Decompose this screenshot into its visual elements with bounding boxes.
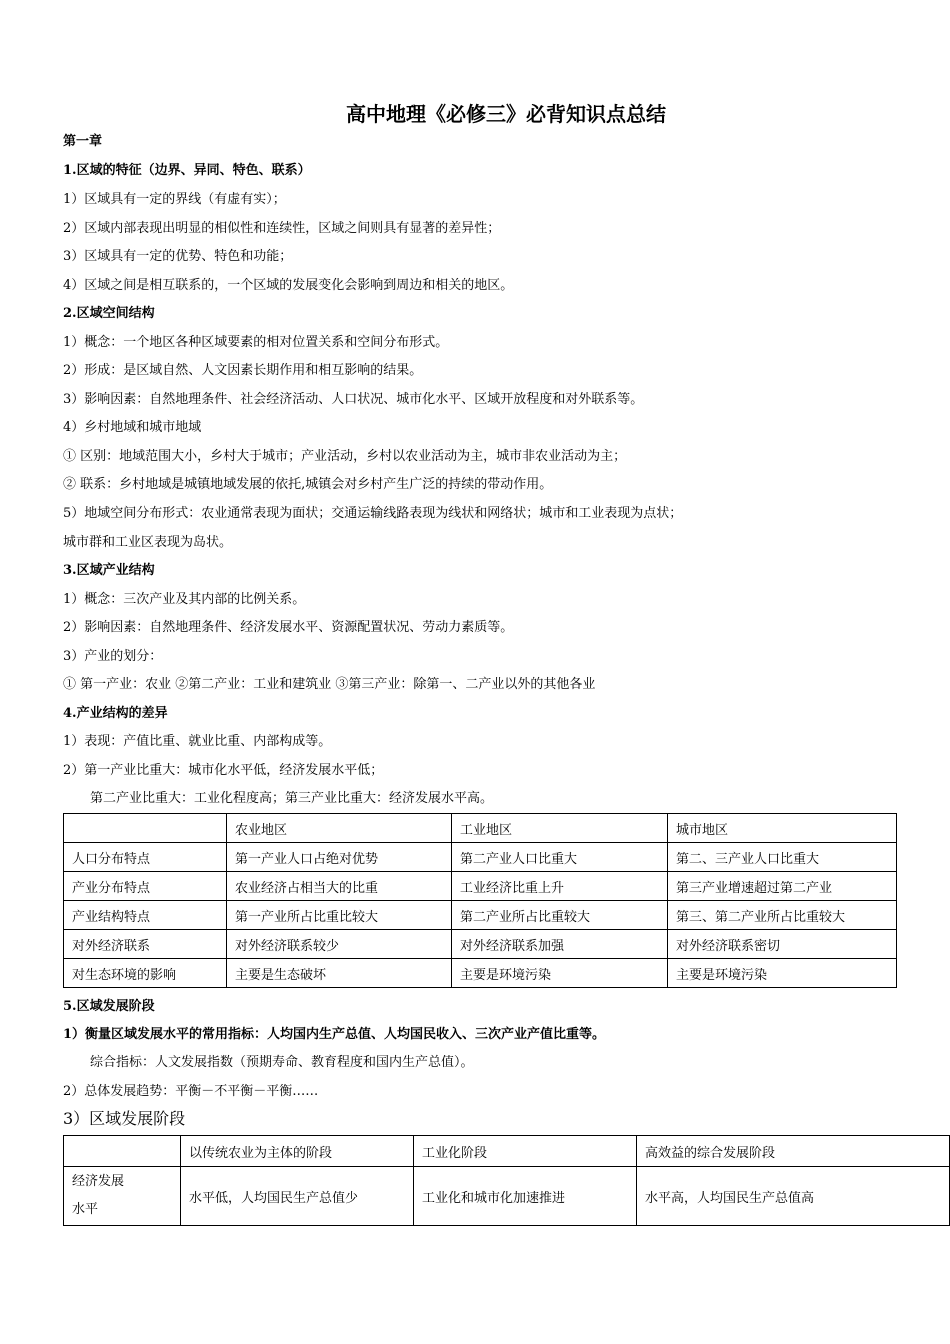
table-cell: 第三、第二产业所占比重较大 — [668, 901, 897, 930]
table-cell: 主要是环境污染 — [668, 959, 897, 988]
page-title: 高中地理《必修三》必背知识点总结 — [346, 102, 666, 126]
table-header-cell: 工业化阶段 — [414, 1136, 637, 1167]
table-header-cell — [64, 1136, 181, 1167]
development-stage-table — [63, 1135, 950, 1226]
table-cell: 第二产业人口比重大 — [452, 843, 668, 872]
table-row — [64, 930, 897, 959]
table-header-cell: 高效益的综合发展阶段 — [637, 1136, 950, 1167]
table-header-cell: 以传统农业为主体的阶段 — [181, 1136, 414, 1167]
table-header-cell: 农业地区 — [227, 814, 452, 843]
table-cell: 工业经济比重上升 — [452, 872, 668, 901]
table-cell: 第三产业增速超过第二产业 — [668, 872, 897, 901]
text-line: 3）区域具有一定的优势、特色和功能； — [63, 249, 293, 264]
text-line: 2）总体发展趋势：平衡－不平衡－平衡…… — [63, 1084, 319, 1099]
row-label: 对外经济联系 — [64, 930, 227, 959]
table-header-row — [64, 1136, 950, 1167]
table-cell: 对外经济联系加强 — [452, 930, 668, 959]
table-row — [64, 872, 897, 901]
table-cell: 第一产业所占比重比较大 — [227, 901, 452, 930]
table-cell: 对外经济联系较少 — [227, 930, 452, 959]
text-line: 3）影响因素：自然地理条件、社会经济活动、人口状况、城市化水平、区域开放程度和对外联系等。 — [63, 392, 644, 407]
table-cell: 主要是环境污染 — [452, 959, 668, 988]
text-line: 4.产业结构的差异 — [63, 706, 168, 721]
text-line: 5.区域发展阶段 — [63, 999, 155, 1014]
row-label: 产业结构特点 — [64, 901, 227, 930]
text-line: 综合指标：人文发展指数（预期寿命、教育程度和国内生产总值）。 — [90, 1055, 474, 1070]
table-row — [64, 1167, 950, 1226]
table-cell: 农业经济占相当大的比重 — [227, 872, 452, 901]
row-label — [64, 1167, 181, 1226]
table-header-cell: 城市地区 — [668, 814, 897, 843]
table-cell: 第一产业人口占绝对优势 — [227, 843, 452, 872]
table-cell: 第二产业所占比重较大 — [452, 901, 668, 930]
row-label: 产业分布特点 — [64, 872, 227, 901]
text-line: 3.区域产业结构 — [63, 563, 155, 578]
text-line: ① 第一产业：农业 ②第二产业：工业和建筑业 ③第三产业：除第一、二产业以外的其他各业 — [63, 677, 596, 692]
row-label: 人口分布特点 — [64, 843, 227, 872]
text-line: 2.区域空间结构 — [63, 306, 155, 321]
table-row — [64, 843, 897, 872]
table-header-cell — [64, 814, 227, 843]
text-line: 1）区域具有一定的界线（有虚有实）； — [63, 192, 286, 207]
table-cell: 水平高，人均国民生产总值高 — [637, 1167, 950, 1226]
text-line: ② 联系：乡村地域是城镇地域发展的依托,城镇会对乡村产生广泛的持续的带动作用。 — [63, 477, 553, 492]
table-cell: 主要是生态破坏 — [227, 959, 452, 988]
text-line: 1）表现：产值比重、就业比重、内部构成等。 — [63, 734, 332, 749]
text-line: 5）地域空间分布形式：农业通常表现为面状；交通运输线路表现为线状和网络状；城市和工业表现为点状； — [63, 506, 683, 521]
table-cell: 水平低，人均国民生产总值少 — [181, 1167, 414, 1226]
table-cell: 对外经济联系密切 — [668, 930, 897, 959]
text-line: 2）第一产业比重大：城市化水平低，经济发展水平低； — [63, 763, 384, 778]
text-line: 4）区域之间是相互联系的，一个区域的发展变化会影响到周边和相关的地区。 — [63, 278, 514, 293]
text-line: 3）产业的划分： — [63, 649, 163, 664]
table-cell: 第二、三产业人口比重大 — [668, 843, 897, 872]
row-label-line: 经济发展 — [72, 1174, 125, 1189]
text-line: 第一章 — [63, 134, 103, 149]
text-line: 1）概念：一个地区各种区域要素的相对位置关系和空间分布形式。 — [63, 335, 449, 350]
table-cell: 工业化和城市化加速推进 — [414, 1167, 637, 1226]
table-row — [64, 959, 897, 988]
row-label-line: 水平 — [72, 1202, 99, 1217]
table-header-row — [64, 814, 897, 843]
region-comparison-table — [63, 813, 897, 988]
text-line: 1）概念：三次产业及其内部的比例关系。 — [63, 592, 306, 607]
text-line: ① 区别：地域范围大小，乡村大于城市；产业活动，乡村以农业活动为主，城市非农业活动为主； — [63, 449, 627, 464]
text-line: 3）区域发展阶段 — [63, 1109, 186, 1128]
text-line: 2）影响因素：自然地理条件、经济发展水平、资源配置状况、劳动力素质等。 — [63, 620, 514, 635]
text-line: 城市群和工业区表现为岛状。 — [63, 535, 233, 550]
text-line: 1.区域的特征（边界、异同、特色、联系） — [63, 163, 311, 178]
text-line: 1）衡量区域发展水平的常用指标：人均国内生产总值、人均国民收入、三次产业产值比重等。 — [63, 1027, 606, 1042]
table-row — [64, 901, 897, 930]
text-line: 2）形成：是区域自然、人文因素长期作用和相互影响的结果。 — [63, 363, 423, 378]
text-line: 4）乡村地域和城市地域 — [63, 420, 202, 435]
text-line: 第二产业比重大：工业化程度高；第三产业比重大：经济发展水平高。 — [90, 791, 494, 806]
text-line: 2）区域内部表现出明显的相似性和连续性，区域之间则具有显著的差异性； — [63, 221, 501, 236]
row-label: 对生态环境的影响 — [64, 959, 227, 988]
table-header-cell: 工业地区 — [452, 814, 668, 843]
